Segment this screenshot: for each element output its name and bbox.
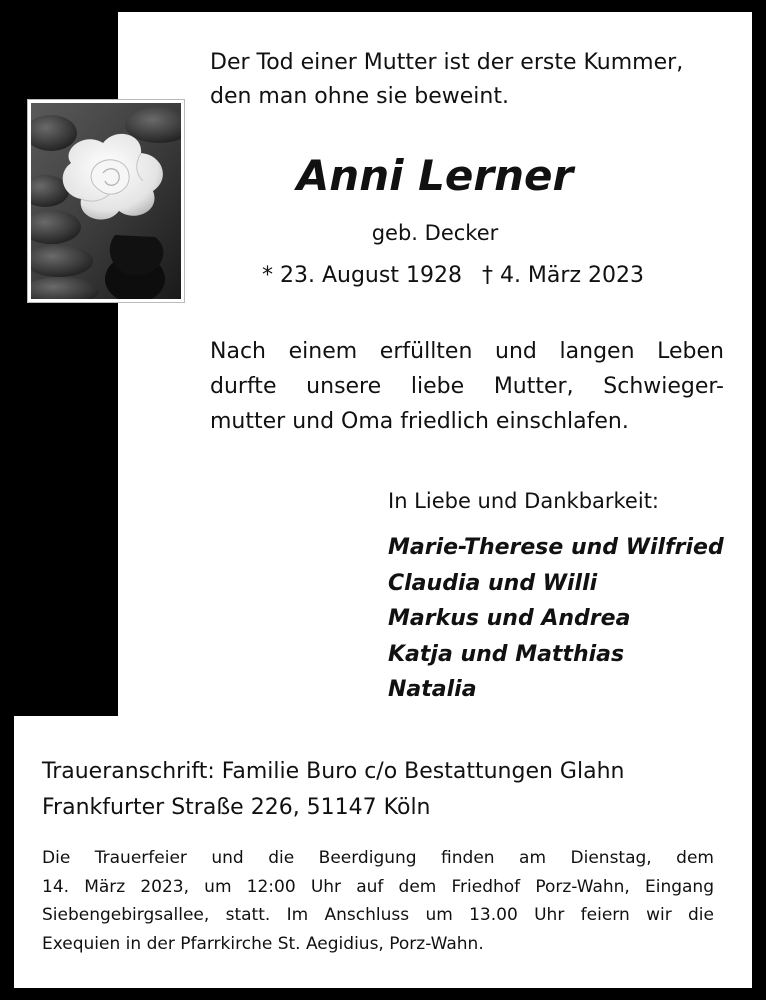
motto-line: Der Tod einer Mutter ist der erste Kummer, <box>210 50 684 75</box>
life-dates <box>262 260 644 292</box>
message-line: durfte unsere liebe Mutter, Schwieger- <box>210 374 724 399</box>
message-line: mutter und Oma friedlich einschlafen. <box>210 409 629 434</box>
birth-name: geb. Decker <box>371 221 499 245</box>
message-line: Nach einem erfüllten und langen Leben <box>210 339 724 364</box>
address-line: Frankfurter Straße 226, 51147 Köln <box>42 795 431 820</box>
service-line: Exequien in der Pfarrkirche St. Aegidius, Porz-Wahn. <box>42 933 484 954</box>
service-line: Siebengebirgsallee, statt. Im Anschluss um 13.00 Uhr feiern wir die <box>42 905 714 925</box>
birth-date: * 23. August 1928 <box>262 263 462 288</box>
motto-line: den man ohne sie beweint. <box>210 84 509 109</box>
mourner-name: Claudia und Willi <box>388 570 598 596</box>
motto-quote <box>210 46 683 114</box>
mourner-name: Marie-Therese und Wilfried <box>388 535 724 560</box>
mourner-name: Katja und Matthias <box>388 641 625 667</box>
mourner-name: Natalia <box>388 677 477 702</box>
mourners-list <box>388 530 724 708</box>
deceased-name: Anni Lerner <box>296 151 574 200</box>
address-line: Traueranschrift: Familie Buro c/o Bestattungen Glahn <box>42 759 625 784</box>
obituary-message <box>210 334 724 439</box>
mourners-intro: In Liebe und Dankbarkeit: <box>388 489 660 513</box>
death-date: † 4. März 2023 <box>481 263 644 288</box>
service-line: Die Trauerfeier und die Beerdigung finden am Dienstag, dem <box>42 848 714 868</box>
condolence-address <box>42 754 624 826</box>
funeral-service-info <box>42 844 714 958</box>
mourner-name: Markus und Andrea <box>388 606 631 631</box>
service-line: 14. März 2023, um 12:00 Uhr auf dem Friedhof Porz-Wahn, Eingang <box>42 876 714 897</box>
